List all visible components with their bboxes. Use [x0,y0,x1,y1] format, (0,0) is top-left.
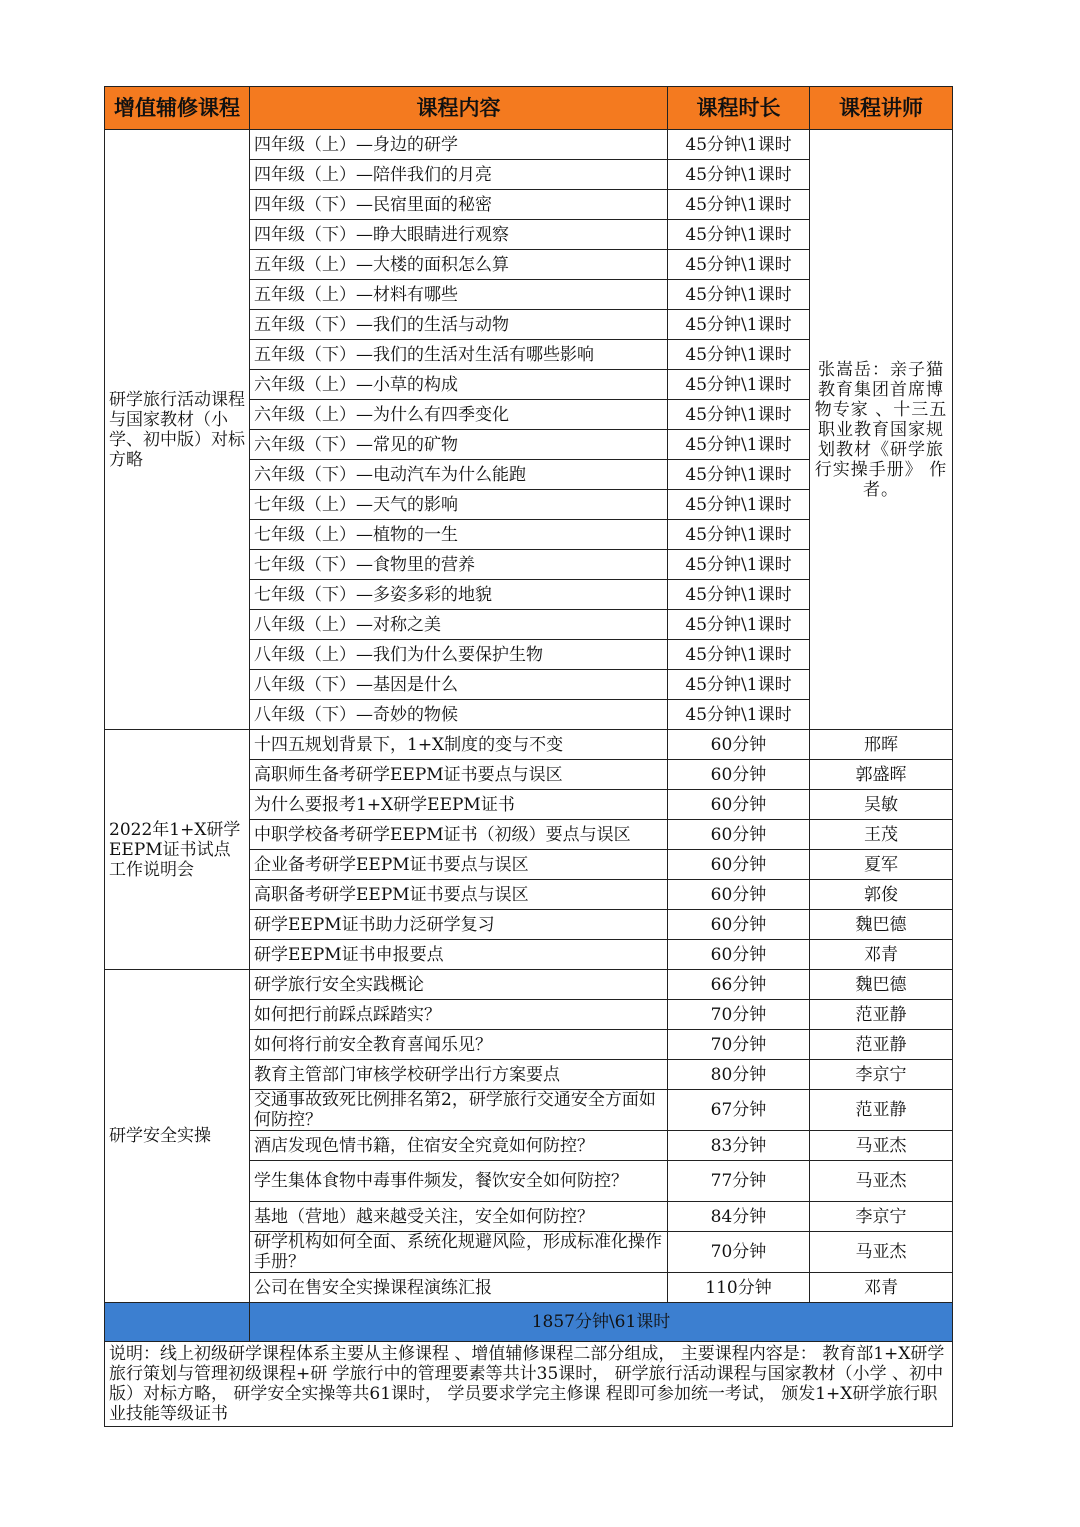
course-duration: 84分钟 [668,1202,810,1232]
course-lecturer: 李京宁 [810,1202,953,1232]
course-lecturer: 马亚杰 [810,1161,953,1202]
course-duration: 83分钟 [668,1131,810,1161]
header-row [105,87,953,130]
course-title: 学生集体食物中毒事件频发，餐饮安全如何防控？ [250,1161,668,1202]
course-title: 六年级（上）—小草的构成 [250,370,668,400]
course-duration: 45分钟\1课时 [668,490,810,520]
course-title: 如何将行前安全教育喜闻乐见？ [250,1030,668,1060]
course-lecturer: 魏巴德 [810,910,953,940]
course-lecturer: 马亚杰 [810,1232,953,1273]
course-duration: 45分钟\1课时 [668,610,810,640]
table-row [105,730,953,760]
course-duration: 45分钟\1课时 [668,370,810,400]
course-duration: 60分钟 [668,760,810,790]
course-title: 五年级（下）—我们的生活与动物 [250,310,668,340]
course-duration: 77分钟 [668,1161,810,1202]
course-duration: 45分钟\1课时 [668,700,810,730]
category-cell: 研学旅行活动课程与国家教材（小学、初中版）对标方略 [105,130,250,730]
total-label-cell [105,1303,250,1342]
course-title: 八年级（下）—奇妙的物候 [250,700,668,730]
course-lecturer: 范亚静 [810,1030,953,1060]
course-title: 五年级（上）—材料有哪些 [250,280,668,310]
course-title: 研学旅行安全实践概论 [250,970,668,1000]
note-row [105,1342,953,1427]
course-lecturer: 李京宁 [810,1060,953,1090]
course-duration: 60分钟 [668,730,810,760]
course-duration: 45分钟\1课时 [668,640,810,670]
course-title: 七年级（上）—植物的一生 [250,520,668,550]
course-duration: 45分钟\1课时 [668,280,810,310]
course-title: 七年级（上）—天气的影响 [250,490,668,520]
course-duration: 60分钟 [668,910,810,940]
course-duration: 66分钟 [668,970,810,1000]
course-title: 企业备考研学EEPM证书要点与误区 [250,850,668,880]
course-lecturer: 夏军 [810,850,953,880]
course-duration: 45分钟\1课时 [668,160,810,190]
course-duration: 45分钟\1课时 [668,190,810,220]
course-duration: 67分钟 [668,1090,810,1131]
instructor-cell: 张嵩岳：亲子猫教育集团首席博 物专家 、十三五 职业教育国家规 划教材《研学旅 行实操手册》 作者。 [810,130,953,730]
course-lecturer: 邢晖 [810,730,953,760]
course-title: 高职师生备考研学EEPM证书要点与误区 [250,760,668,790]
course-title: 八年级（上）—我们为什么要保护生物 [250,640,668,670]
course-duration: 70分钟 [668,1030,810,1060]
course-title: 高职备考研学EEPM证书要点与误区 [250,880,668,910]
total-duration: 1857分钟\61课时 [250,1303,953,1342]
course-duration: 45分钟\1课时 [668,220,810,250]
course-duration: 45分钟\1课时 [668,130,810,160]
course-duration: 60分钟 [668,940,810,970]
header-lecturer: 课程讲师 [810,87,953,130]
course-lecturer: 邓青 [810,940,953,970]
course-title: 六年级（下）—常见的矿物 [250,430,668,460]
course-title: 基地（营地）越来越受关注，安全如何防控？ [250,1202,668,1232]
course-lecturer: 魏巴德 [810,970,953,1000]
course-title: 七年级（下）—多姿多彩的地貌 [250,580,668,610]
table-row [105,970,953,1000]
course-title: 教育主管部门审核学校研学出行方案要点 [250,1060,668,1090]
course-duration: 60分钟 [668,790,810,820]
course-duration: 45分钟\1课时 [668,310,810,340]
course-title: 为什么要报考1+X研学EEPM证书 [250,790,668,820]
course-duration: 60分钟 [668,880,810,910]
course-duration: 45分钟\1课时 [668,520,810,550]
note-text: 说明：线上初级研学课程体系主要从主修课程 、增值辅修课程二部分组成， 主要课程内容是： 教育部1+X研学旅行策划与管理初级课程+研 学旅行中的管理要素等共计35课时， 研学旅行活动课程与国家教材（小学 、初中版）对标方略， 研学安全实操等共61课时， 学员要求学完主修课 程即可参加统一考试， 颁发1+X研学旅行职业技能等级证书 [105,1342,953,1427]
course-duration: 70分钟 [668,1232,810,1273]
header-duration: 课程时长 [668,87,810,130]
course-title: 八年级（上）—对称之美 [250,610,668,640]
course-table-body [105,130,953,1303]
course-title: 交通事故致死比例排名第2，研学旅行交通安全方面如何防控？ [250,1090,668,1131]
course-lecturer: 郭盛晖 [810,760,953,790]
course-lecturer: 范亚静 [810,1090,953,1131]
course-title: 四年级（上）—身边的研学 [250,130,668,160]
course-lecturer: 王茂 [810,820,953,850]
course-title: 八年级（下）—基因是什么 [250,670,668,700]
course-title: 四年级（上）—陪伴我们的月亮 [250,160,668,190]
total-row [105,1303,953,1342]
header-category: 增值辅修课程 [105,87,250,130]
course-duration: 45分钟\1课时 [668,550,810,580]
table-row [105,130,953,160]
course-title: 六年级（下）—电动汽车为什么能跑 [250,460,668,490]
course-title: 中职学校备考研学EEPM证书（初级）要点与误区 [250,820,668,850]
course-title: 五年级（上）—大楼的面积怎么算 [250,250,668,280]
course-title: 如何把行前踩点踩踏实？ [250,1000,668,1030]
course-lecturer: 邓青 [810,1273,953,1303]
course-title: 七年级（下）—食物里的营养 [250,550,668,580]
course-duration: 45分钟\1课时 [668,400,810,430]
course-duration: 60分钟 [668,820,810,850]
category-cell: 研学安全实操 [105,970,250,1303]
course-duration: 45分钟\1课时 [668,430,810,460]
course-duration: 45分钟\1课时 [668,460,810,490]
course-duration: 80分钟 [668,1060,810,1090]
course-title: 十四五规划背景下，1+X制度的变与不变 [250,730,668,760]
course-title: 研学EEPM证书申报要点 [250,940,668,970]
course-duration: 45分钟\1课时 [668,580,810,610]
category-cell: 2022年1+X研学EEPM证书试点工作说明会 [105,730,250,970]
course-title: 研学EEPM证书助力泛研学复习 [250,910,668,940]
course-lecturer: 范亚静 [810,1000,953,1030]
course-duration: 110分钟 [668,1273,810,1303]
header-content: 课程内容 [250,87,668,130]
course-table [104,86,953,1427]
course-duration: 45分钟\1课时 [668,670,810,700]
course-duration: 60分钟 [668,850,810,880]
course-title: 五年级（下）—我们的生活对生活有哪些影响 [250,340,668,370]
course-lecturer: 马亚杰 [810,1131,953,1161]
course-duration: 70分钟 [668,1000,810,1030]
course-duration: 45分钟\1课时 [668,250,810,280]
course-title: 研学机构如何全面、系统化规避风险，形成标准化操作手册？ [250,1232,668,1273]
course-lecturer: 郭俊 [810,880,953,910]
course-title: 六年级（上）—为什么有四季变化 [250,400,668,430]
course-duration: 45分钟\1课时 [668,340,810,370]
course-title: 四年级（下）—民宿里面的秘密 [250,190,668,220]
course-title: 酒店发现色情书籍，住宿安全究竟如何防控？ [250,1131,668,1161]
course-lecturer: 吴敏 [810,790,953,820]
course-title: 公司在售安全实操课程演练汇报 [250,1273,668,1303]
course-title: 四年级（下）—睁大眼睛进行观察 [250,220,668,250]
